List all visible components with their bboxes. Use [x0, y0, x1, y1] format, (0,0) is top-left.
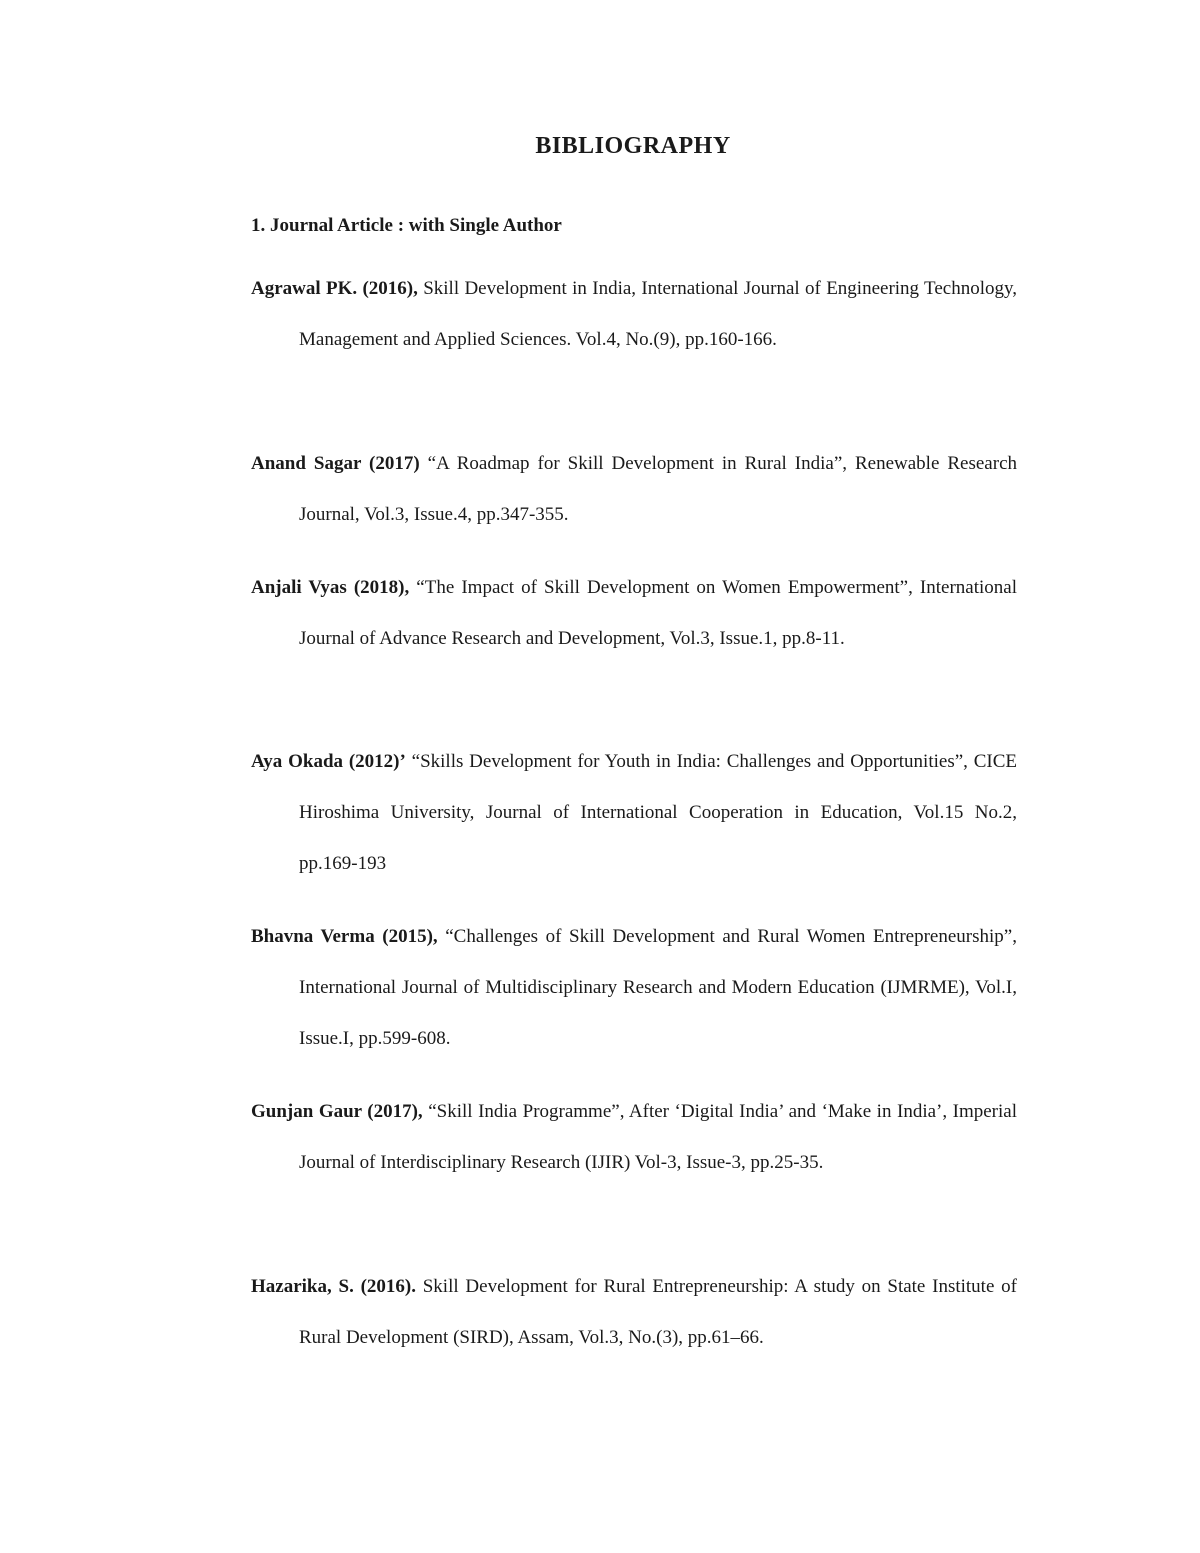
bibliography-entry [251, 1261, 1017, 1363]
entry-author: Gunjan Gaur (2017), [251, 1101, 423, 1122]
entry-text: “Challenges of Skill Development and Rural Women Entrepreneurship”, International Journal of Multidisciplinary Research and Modern Education (IJMRME), Vol.I, Issue.I, pp.599-608. [299, 926, 1017, 1049]
bibliography-entry [251, 263, 1017, 365]
bibliography-entry [251, 562, 1017, 664]
entry-text: “A Roadmap for Skill Development in Rural India”, Renewable Research Journal, Vol.3, Issue.4, pp.347-355. [299, 453, 1017, 525]
entry-author: Hazarika, S. (2016). [251, 1276, 416, 1297]
page-title: BIBLIOGRAPHY [535, 133, 731, 159]
section-heading: 1. Journal Article : with Single Author [251, 215, 562, 236]
entry-text: Skill Development for Rural Entrepreneurship: A study on State Institute of Rural Development (SIRD), Assam, Vol.3, No.(3), pp.61–66. [299, 1276, 1017, 1348]
bibliography-entry [251, 736, 1017, 889]
entry-author: Anand Sagar (2017) [251, 453, 420, 474]
bibliography-entry [251, 911, 1017, 1064]
bibliography-entry [251, 1086, 1017, 1188]
entry-text: “Skill India Programme”, After ‘Digital India’ and ‘Make in India’, Imperial Journal of Interdisciplinary Research (IJIR) Vol-3, Issue-3, pp.25-35. [299, 1101, 1017, 1173]
entry-author: Anjali Vyas (2018), [251, 577, 410, 598]
entry-text: “The Impact of Skill Development on Women Empowerment”, International Journal of Advance Research and Development, Vol.3, Issue.1, pp.8-11. [299, 577, 1017, 649]
entry-author: Bhavna Verma (2015), [251, 926, 438, 947]
entry-text: “Skills Development for Youth in India: Challenges and Opportunities”, CICE Hiroshima University, Journal of International Cooperation in Education, Vol.15 No.2, pp.169-193 [299, 751, 1017, 874]
entry-author: Aya Okada (2012)’ [251, 751, 406, 772]
entry-author: Agrawal PK. (2016), [251, 278, 418, 299]
bibliography-entry [251, 438, 1017, 540]
entry-text: Skill Development in India, International Journal of Engineering Technology, Management and Applied Sciences. Vol.4, No.(9), pp.160-166. [299, 278, 1017, 350]
